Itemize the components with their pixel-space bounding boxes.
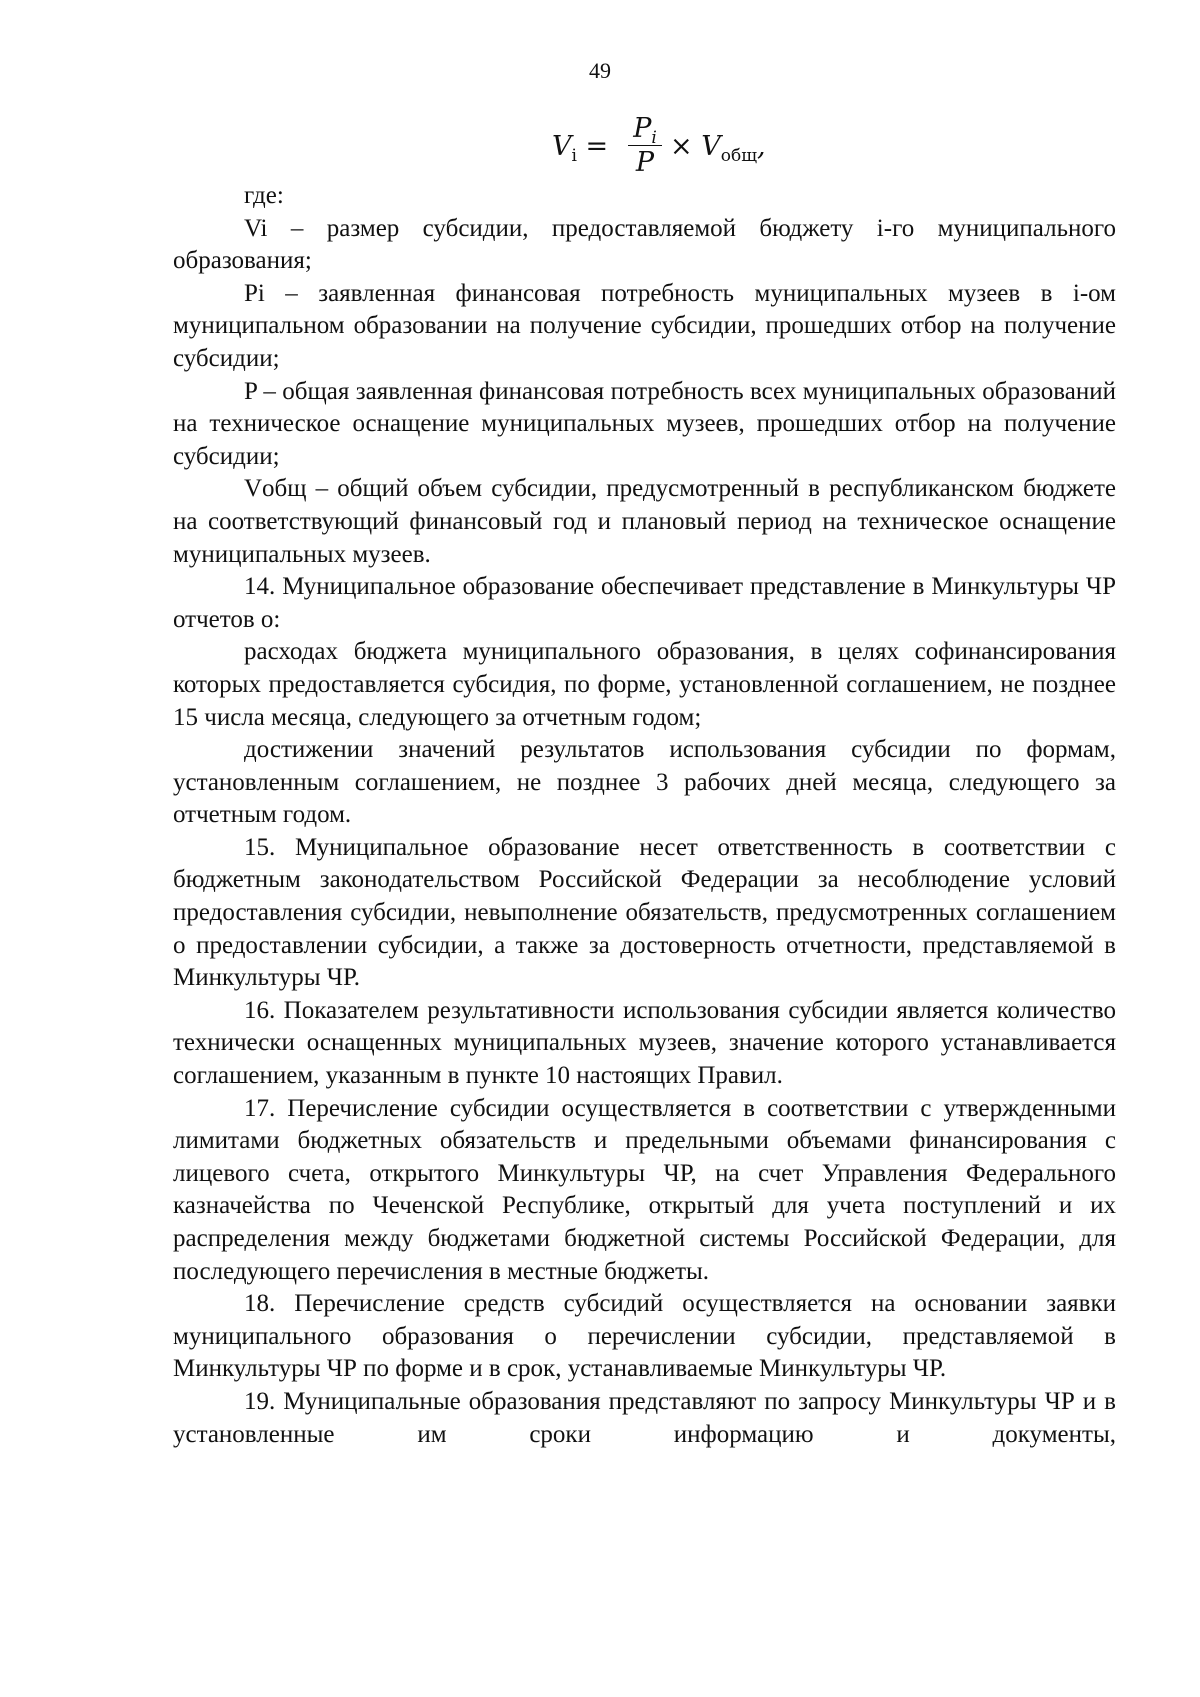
- formula-rhs-var: V: [701, 131, 721, 162]
- formula-rhs: [670, 131, 766, 166]
- formula-times: ×: [670, 131, 693, 162]
- formula-lhs-var: V: [552, 131, 572, 162]
- formula-denominator: P: [635, 147, 655, 178]
- formula-num-sub: i: [651, 128, 657, 148]
- page-number: 49: [589, 58, 611, 83]
- formula-numerator: [628, 112, 662, 148]
- formula-comma: ,: [757, 131, 766, 162]
- clause-16: 16. Показателем результативности использования субсидии является количество технически оснащенных муниципальных музеев, значение которого устанавливается соглашением, указанным в пункте 10 настоящих Правил.: [173, 996, 1116, 1090]
- clause-19: 19. Муниципальные образования представляют по запросу Минкультуры ЧР и в установленные им сроки информацию и документы,: [173, 1387, 1116, 1448]
- body-text: [173, 180, 1116, 1451]
- definition-pi: Pi – заявленная финансовая потребность муниципальных музеев в i-ом муниципальном образовании на получение субсидии, прошедших отбор на получение субсидии;: [173, 279, 1116, 372]
- definition-p: P – общая заявленная финансовая потребность всех муниципальных образований на техническое оснащение муниципальных музеев, прошедших отбор на получение субсидии;: [173, 377, 1116, 470]
- clause-18: 18. Перечисление средств субсидий осуществляется на основании заявки муниципального образования о перечислении субсидии, представляемой в Минкультуры ЧР по форме и в срок, устанавливаемые Минкультуры ЧР.: [173, 1290, 1116, 1383]
- where-label: где:: [244, 182, 284, 209]
- clause-17: 17. Перечисление субсидии осуществляется в соответствии с утвержденными лимитами бюджетных обязательств и предельными объемами финансирования с лицевого счета, открытого Минкультуры ЧР, на счет Управления Федерального казначейства по Чеченской Республике, открытый для учета поступлений и их распределения между бюджетами бюджетной системы Российской Федерации, для последующего перечисления в местные бюджеты.: [173, 1094, 1116, 1285]
- clause-14-item-expenses: расходах бюджета муниципального образования, в целях софинансирования которых предоставляется субсидия, по форме, установленной соглашением, не позднее 15 числа месяца, следующего за отчетным годом;: [173, 638, 1116, 731]
- definition-v-total: Vобщ – общий объем субсидии, предусмотренный в республиканском бюджете на соответствующий финансовый год и плановый период на техническое оснащение муниципальных музеев.: [173, 475, 1116, 568]
- clause-14: 14. Муниципальное образование обеспечивает представление в Минкультуры ЧР отчетов о:: [173, 573, 1116, 633]
- definition-vi: Vi – размер субсидии, предоставляемой бюджету i-го муниципального образования;: [173, 214, 1116, 275]
- formula-num-var: P: [633, 113, 652, 144]
- formula-fraction: [628, 112, 662, 179]
- clause-15: 15. Муниципальное образование несет ответственность в соответствии с бюджетным законодательством Российской Федерации за несоблюдение условий предоставления субсидии, невыполнение обязательств, предусмотренных соглашением о предоставлении субсидии, а также за достоверность отчетности, представляемой в Минкультуры ЧР.: [173, 833, 1116, 992]
- formula-lhs-sub: i: [571, 146, 577, 166]
- clause-14-item-results: достижении значений результатов использования субсидии по формам, установленным соглашением, не позднее 3 рабочих дней месяца, следующего за отчетным годом.: [173, 736, 1116, 829]
- formula-lhs: [552, 131, 608, 166]
- formula-equals: =: [585, 131, 609, 162]
- formula-rhs-sub: общ: [720, 146, 757, 166]
